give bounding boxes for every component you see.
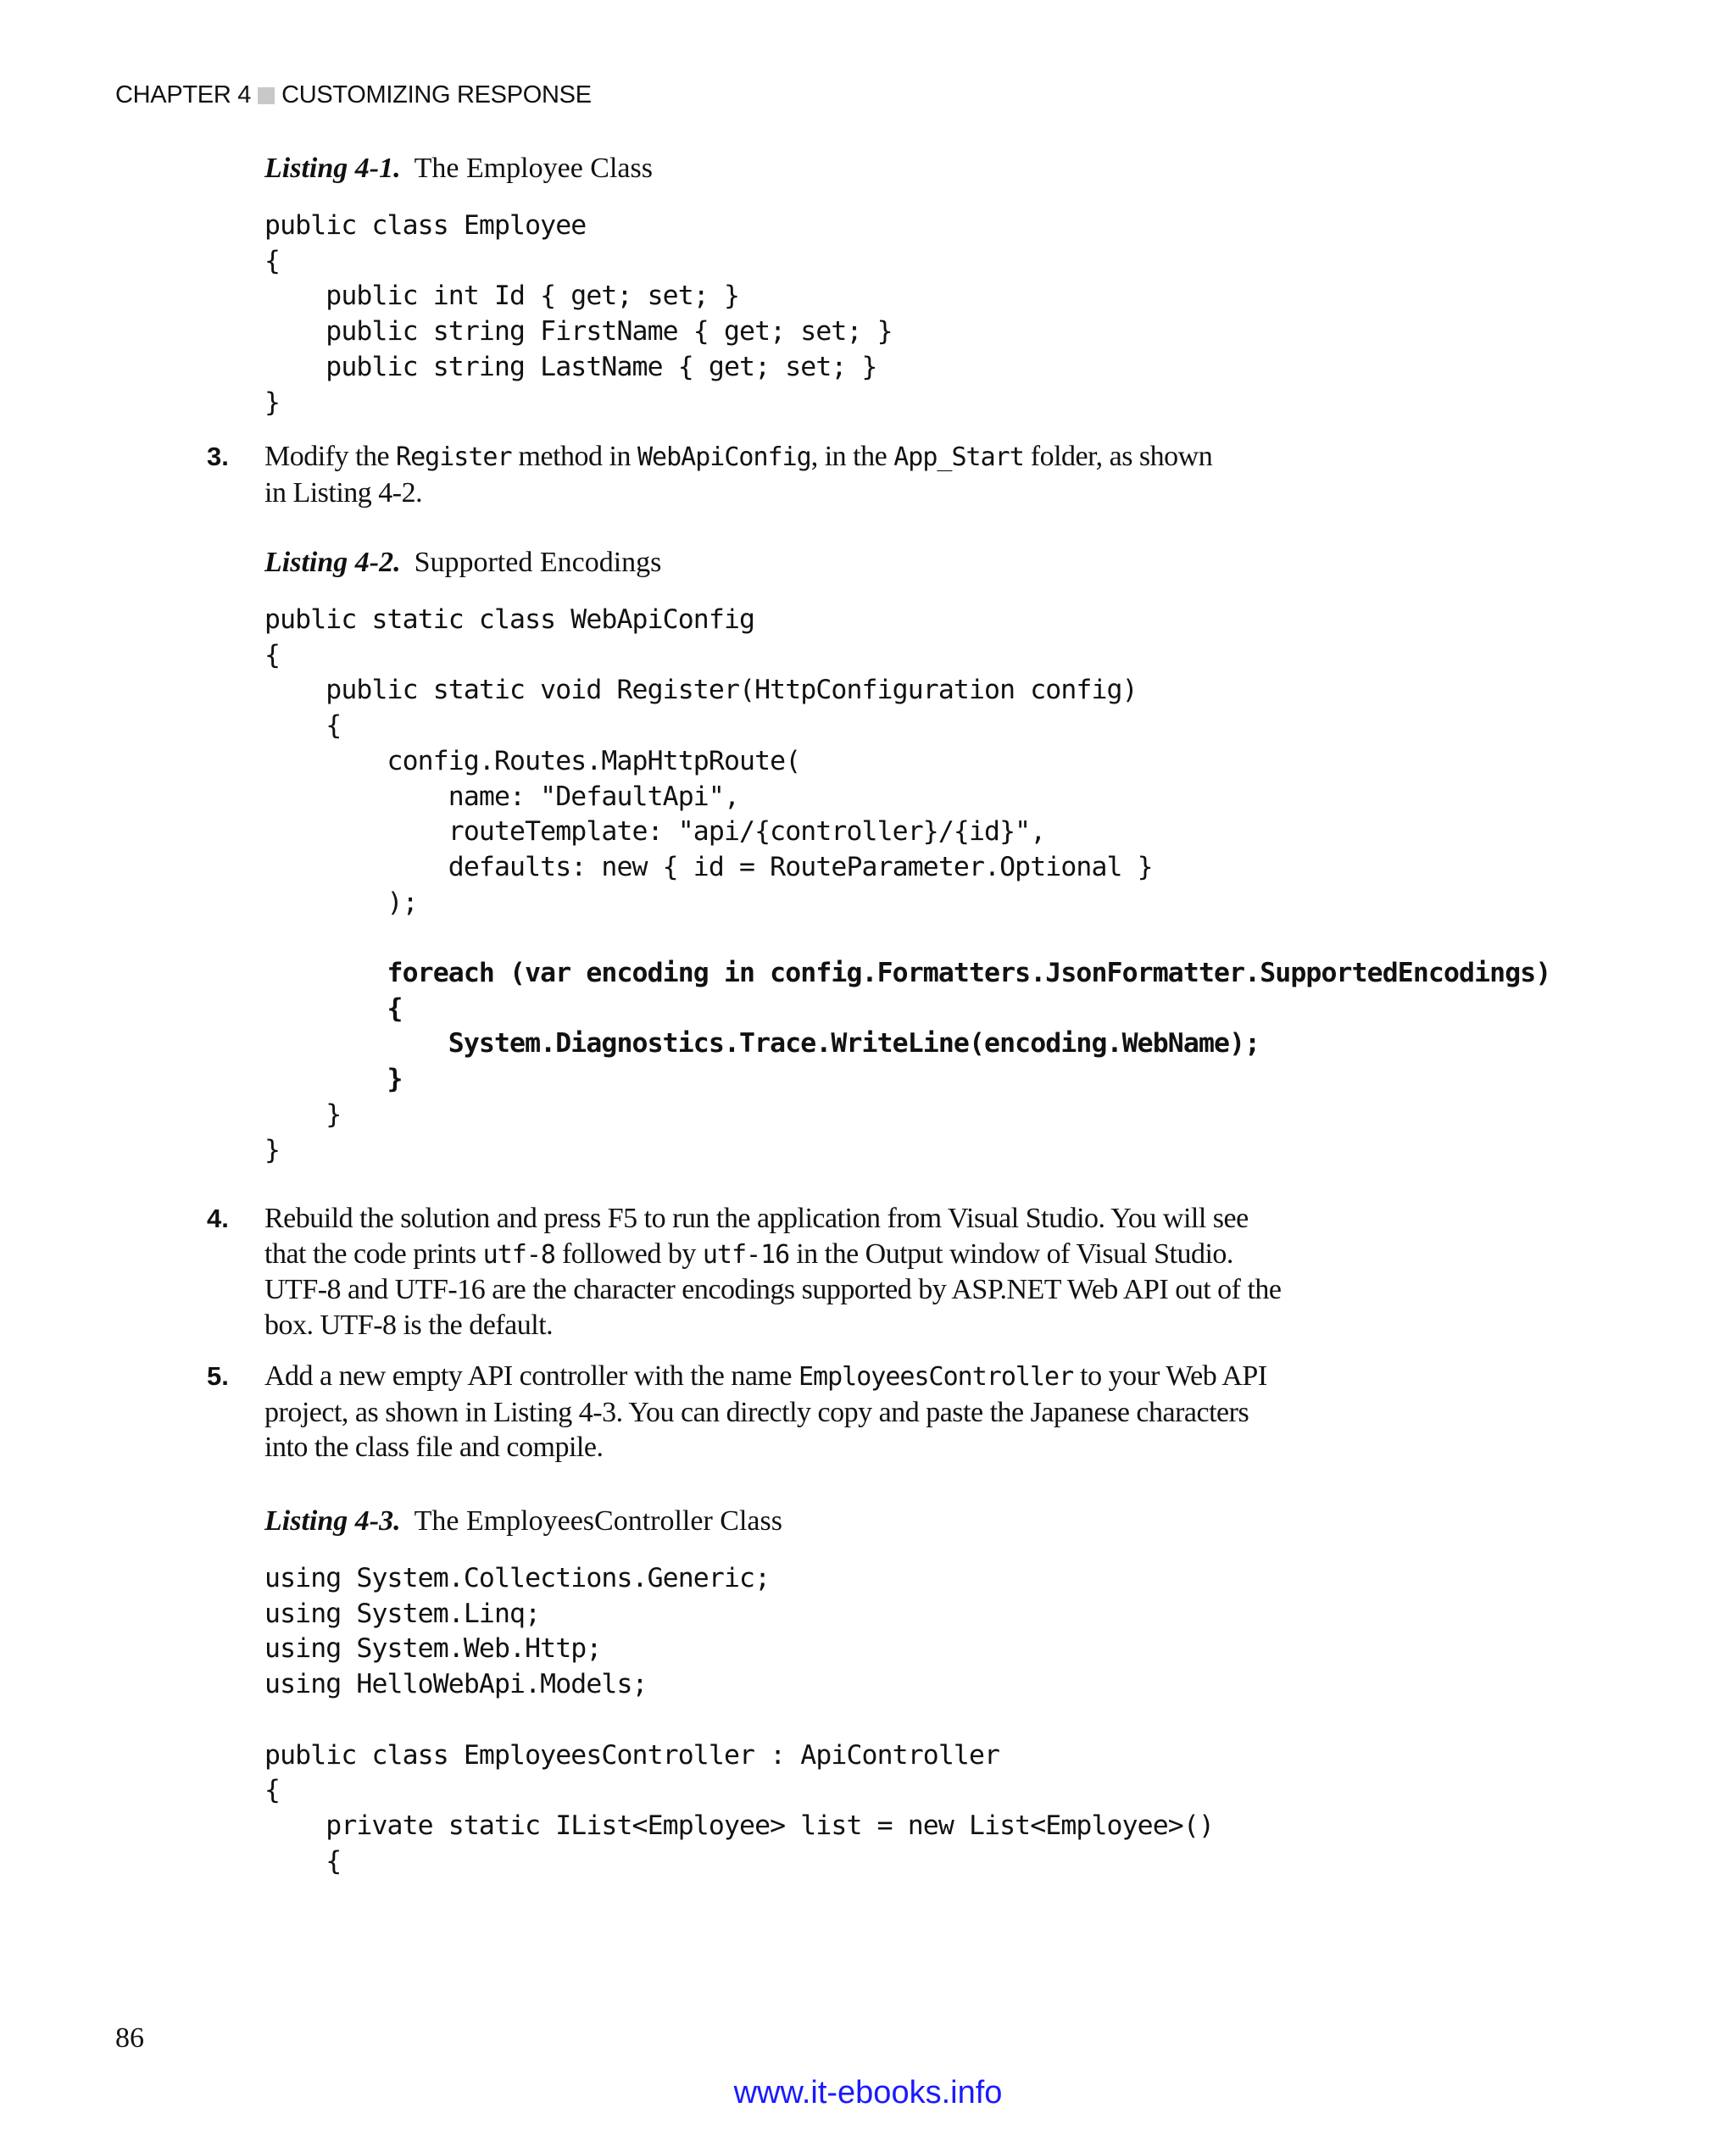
inline-code: App_Start [893, 442, 1024, 472]
listing-4-1-caption [264, 153, 653, 185]
listing-4-3-caption [264, 1505, 782, 1538]
step-text: Modify the Register method in WebApiConfig, in the App_Start folder, as shown in Listing 4-2. [264, 441, 1213, 509]
running-header [115, 81, 592, 109]
inline-code: utf-8 [482, 1239, 555, 1270]
listing-label: Listing 4-3. [264, 1505, 401, 1537]
footer-link[interactable]: www.it-ebooks.info [733, 2075, 1003, 2110]
inline-code: utf-16 [702, 1239, 790, 1270]
code-listing-4-2 [264, 603, 1550, 1168]
inline-code: WebApiConfig [637, 442, 811, 472]
step-number: 5. [207, 1361, 229, 1391]
step-number: 4. [207, 1204, 229, 1233]
header-square-icon [258, 87, 275, 104]
chapter-label: CHAPTER 4 [115, 81, 252, 108]
page-number: 86 [115, 2022, 144, 2054]
code-block: } } [264, 1098, 342, 1165]
listing-4-2-caption [264, 547, 661, 579]
inline-code: Register [396, 442, 512, 472]
listing-title: The Employee Class [414, 153, 653, 184]
code-listing-4-1: public class Employee { public int Id { get; set; } public string FirstName { get; set; } public string LastName { get; set; } } [264, 210, 893, 418]
listing-title: The EmployeesController Class [414, 1505, 782, 1537]
step-number: 3. [207, 442, 229, 471]
chapter-title: CUSTOMIZING RESPONSE [281, 81, 592, 108]
code-block: public static class WebApiConfig { public static void Register(HttpConfiguration config) { config.Routes.MapHttpRoute( name: "DefaultApi", routeTemplate: "api/{controller}/{id}", defaults: new { id = RouteParameter.Optional } ); [264, 604, 1153, 918]
step-text: Add a new empty API controller with the name EmployeesController to your Web API project, as shown in Listing 4-3. You can directly copy and paste the Japanese characters into the class file and compile. [264, 1360, 1267, 1463]
listing-label: Listing 4-2. [264, 547, 401, 578]
step-text: Rebuild the solution and press F5 to run the application from Visual Studio. You will see that the code prints utf-8 followed by utf-16 in the Output window of Visual Studio. UTF-8 and UTF-16 are the character encodings supported by ASP.NET Web API out of the box. UTF-8 is the default. [264, 1203, 1282, 1341]
code-listing-4-3: using System.Collections.Generic; using System.Linq; using System.Web.Http; using HelloWebApi.Models; public class EmployeesController : ApiController { private static IList<Employee> list = new List<Employee>() { [264, 1563, 1215, 1877]
inline-code: EmployeesController [798, 1362, 1074, 1392]
code-block-highlighted: foreach (var encoding in config.Formatters.JsonFormatter.SupportedEncodings) { System.Diagnostics.Trace.WriteLine(encoding.WebName); } [387, 958, 1551, 1095]
listing-title: Supported Encodings [414, 547, 662, 578]
listing-label: Listing 4-1. [264, 153, 401, 184]
